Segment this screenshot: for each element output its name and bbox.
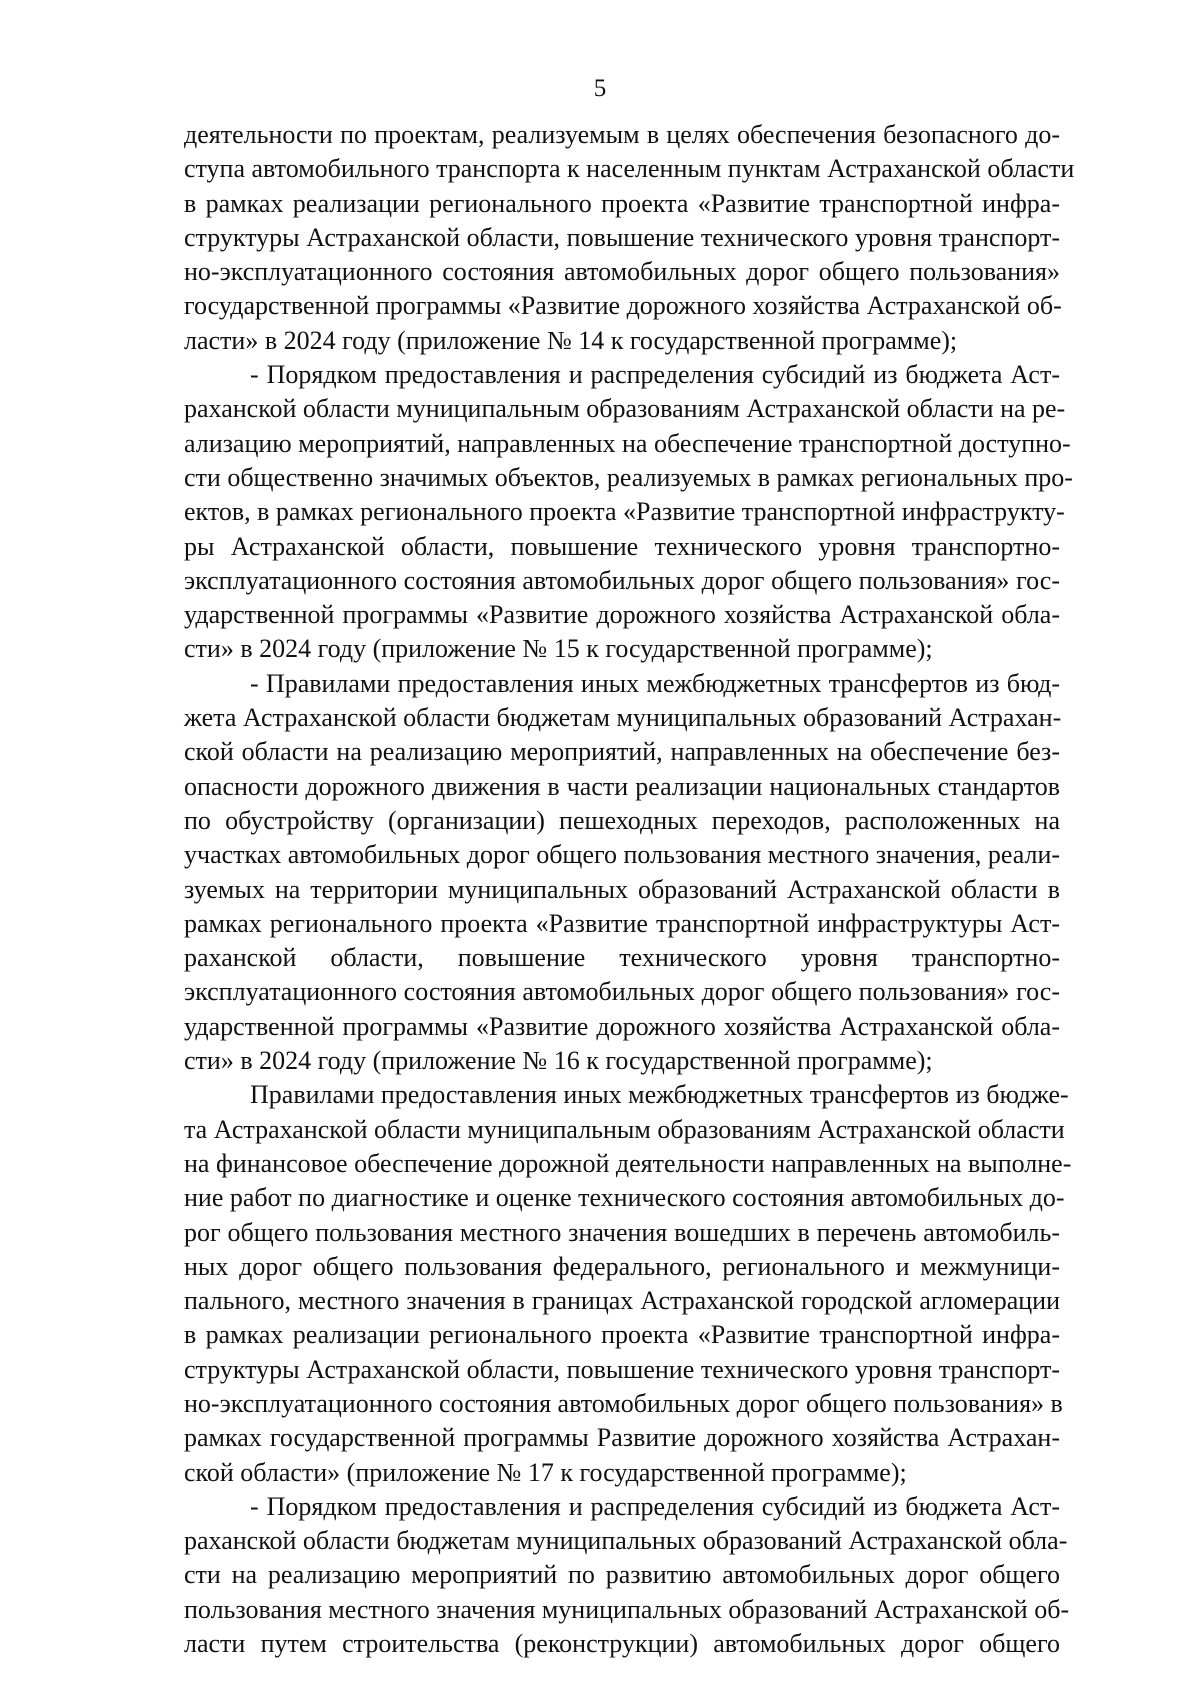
text-line: участках автомобильных дорог общего пользования местного значения, реали- (184, 840, 1061, 870)
text-line: ласти» в 2024 году (приложение № 14 к государственной программе); (184, 325, 958, 355)
text-line: структуры Астраханской области, повышение технического уровня транспорт- (184, 1354, 1060, 1384)
text-line: Правилами предоставления иных межбюджетных трансфертов из бюдже- (250, 1080, 1069, 1110)
text-line: та Астраханской области муниципальным образованиям Астраханской области (184, 1114, 1065, 1144)
page-number: 5 (593, 75, 607, 102)
text-line: ние работ по диагностике и оценке технического состояния автомобильных до- (184, 1183, 1065, 1213)
text-line: раханской области бюджетам муниципальных образований Астраханской обла- (184, 1526, 1068, 1556)
text-line: ступа автомобильного транспорта к населенным пунктам Астраханской области (184, 154, 1075, 184)
text-line: государственной программы «Развитие дорожного хозяйства Астраханской об- (184, 291, 1062, 321)
text-line: ударственной программы «Развитие дорожного хозяйства Астраханской обла- (184, 600, 1060, 630)
text-line: - Порядком предоставления и распределения субсидий из бюджета Аст- (250, 1491, 1060, 1521)
text-line: - Правилами предоставления иных межбюджетных трансфертов из бюд- (250, 668, 1060, 698)
text-line: ской области на реализацию мероприятий, направленных на обеспечение без- (184, 737, 1060, 767)
text-line: сти на реализацию мероприятий по развитию автомобильных дорог общего (184, 1560, 1060, 1590)
text-line: структуры Астраханской области, повышение технического уровня транспорт- (184, 222, 1060, 252)
text-line: в рамках реализации регионального проекта «Развитие транспортной инфра- (184, 1320, 1060, 1350)
text-line: на финансовое обеспечение дорожной деятельности направленных на выполне- (184, 1148, 1072, 1178)
text-line: рог общего пользования местного значения вошедших в перечень автомобиль- (184, 1217, 1060, 1247)
text-line: ализацию мероприятий, направленных на обеспечение транспортной доступно- (184, 428, 1071, 458)
text-line: но-эксплуатационного состояния автомобильных дорог общего пользования» (184, 257, 1060, 287)
text-line: раханской области муниципальным образованиям Астраханской области на ре- (184, 394, 1066, 424)
text-line: раханской области, повышение технического уровня транспортно- (184, 943, 1060, 973)
text-line: сти общественно значимых объектов, реализуемых в рамках региональных про- (184, 462, 1073, 492)
text-line: пользования местного значения муниципальных образований Астраханской об- (184, 1594, 1070, 1624)
body-text (184, 118, 1075, 1661)
text-line: в рамках реализации регионального проекта «Развитие транспортной инфра- (184, 188, 1060, 218)
text-line: эксплуатационного состояния автомобильных дорог общего пользования» гос- (184, 977, 1060, 1007)
text-line: эксплуатационного состояния автомобильных дорог общего пользования» гос- (184, 565, 1060, 595)
text-line: рамках государственной программы Развитие дорожного хозяйства Астрахан- (184, 1423, 1060, 1453)
text-line: по обустройству (организации) пешеходных переходов, расположенных на (184, 805, 1060, 835)
text-line: ской области» (приложение № 17 к государственной программе); (184, 1457, 907, 1487)
text-line: рамках регионального проекта «Развитие транспортной инфраструктуры Аст- (184, 908, 1060, 938)
text-line: деятельности по проектам, реализуемым в целях обеспечения безопасного до- (184, 120, 1060, 149)
text-line: ных дорог общего пользования федерального, регионального и межмуници- (184, 1251, 1060, 1281)
text-line: опасности дорожного движения в части реализации национальных стандартов (184, 771, 1060, 801)
text-line: пального, местного значения в границах Астраханской городской агломерации (184, 1286, 1060, 1316)
text-line: но-эксплуатационного состояния автомобильных дорог общего пользования» в (184, 1388, 1063, 1418)
text-line: ры Астраханской области, повышение технического уровня транспортно- (184, 531, 1060, 561)
text-line: ектов, в рамках регионального проекта «Развитие транспортной инфраструкту- (184, 497, 1065, 527)
text-line: сти» в 2024 году (приложение № 15 к государственной программе); (184, 634, 933, 664)
text-line: ударственной программы «Развитие дорожного хозяйства Астраханской обла- (184, 1011, 1060, 1041)
text-line: жета Астраханской области бюджетам муниципальных образований Астрахан- (184, 703, 1062, 733)
text-line: ласти путем строительства (реконструкции) автомобильных дорог общего (184, 1629, 1060, 1659)
text-line: - Порядком предоставления и распределения субсидий из бюджета Аст- (250, 360, 1060, 390)
text-line: зуемых на территории муниципальных образований Астраханской области в (184, 874, 1060, 904)
text-line: сти» в 2024 году (приложение № 16 к государственной программе); (184, 1046, 933, 1076)
